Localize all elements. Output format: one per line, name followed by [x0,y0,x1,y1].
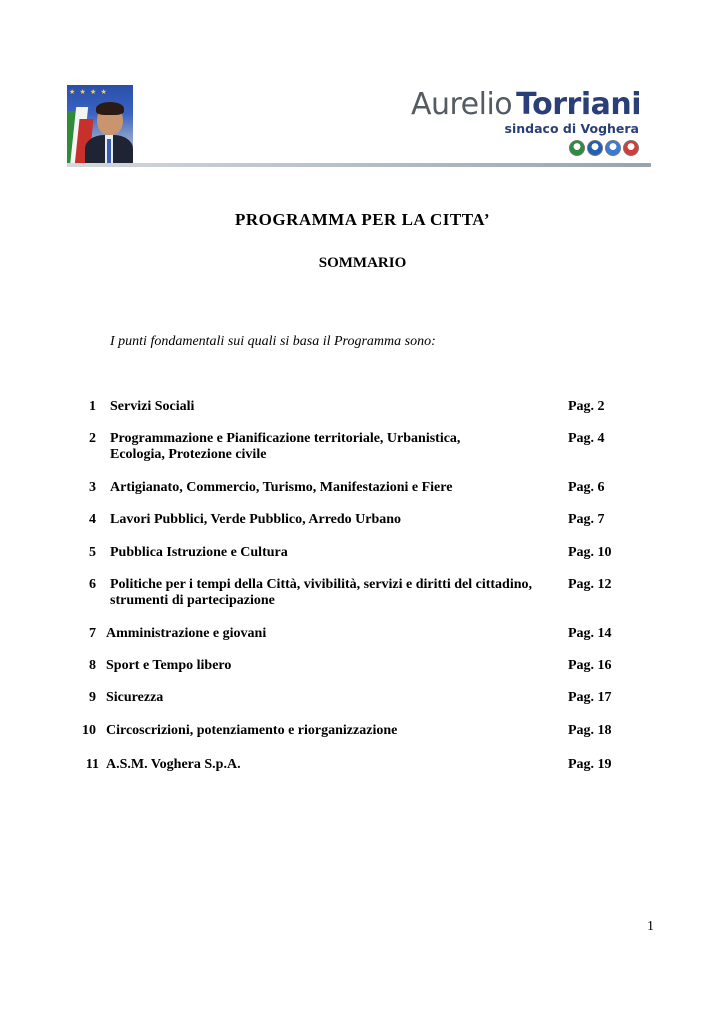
document-title: PROGRAMMA PER LA CITTA’ [234,210,490,229]
toc-number: 1 [89,399,96,414]
party-logo-4-icon [623,140,639,156]
toc-page: Pag. 7 [568,512,605,527]
party-logo-3-icon [605,140,621,156]
toc-number: 9 [89,690,96,705]
toc-page: Pag. 16 [568,658,612,673]
toc-title: Lavori Pubblici, Verde Pubblico, Arredo Urbano [110,512,402,527]
toc-page: Pag. 2 [568,399,605,414]
toc-number: 2 [89,431,96,446]
page-number: 1 [647,919,654,934]
toc-page: Pag. 6 [568,480,605,495]
toc-title: Pubblica Istruzione e Cultura [110,545,288,560]
toc-number: 8 [89,658,96,673]
toc-page: Pag. 19 [568,757,612,772]
brand-first-name: Aurelio [410,87,513,122]
brand-last-name: Torriani [516,87,641,122]
toc-number: 5 [89,545,96,560]
document-subtitle: SOMMARIO [318,255,407,271]
header-banner [67,84,651,168]
toc-page: Pag. 10 [568,545,612,560]
toc-title: Sport e Tempo libero [106,658,232,673]
toc-number: 11 [85,757,99,772]
toc-title: Programmazione e Pianificazione territoriale, Urbanistica, [110,431,461,446]
toc-number: 7 [89,626,96,641]
toc-number: 4 [89,512,96,527]
header-rule [67,163,651,167]
toc-title: Artigianato, Commercio, Turismo, Manifestazioni e Fiere [110,480,453,495]
toc-title: A.S.M. Voghera S.p.A. [106,757,241,772]
toc-number: 3 [89,480,96,495]
brand-name [411,87,641,122]
party-logo-1-icon [569,140,585,156]
toc-number: 6 [89,577,96,592]
toc-title: Politiche per i tempi della Città, vivibilità, servizi e diritti del cittadino, [110,577,533,592]
toc-page: Pag. 17 [568,690,612,705]
toc-title-continuation: Ecologia, Protezione civile [110,447,267,462]
toc-title: Sicurezza [106,690,164,705]
toc-page: Pag. 18 [568,723,612,738]
toc-page: Pag. 14 [568,626,612,641]
toc-title: Circoscrizioni, potenziamento e riorganizzazione [106,723,398,738]
toc-number: 10 [82,723,96,738]
toc-title: Servizi Sociali [110,399,195,414]
party-logo-2-icon [587,140,603,156]
party-logos [569,140,639,156]
mayor-photo: ★ ★ ★ ★ [67,85,133,167]
toc-page: Pag. 4 [568,431,605,446]
toc-page: Pag. 12 [568,577,612,592]
toc-title-continuation: strumenti di partecipazione [110,593,275,608]
toc-title: Amministrazione e giovani [106,626,267,641]
brand-subtitle: sindaco di Voghera [504,121,639,136]
intro-text: I punti fondamentali sui quali si basa il Programma sono: [110,334,436,349]
